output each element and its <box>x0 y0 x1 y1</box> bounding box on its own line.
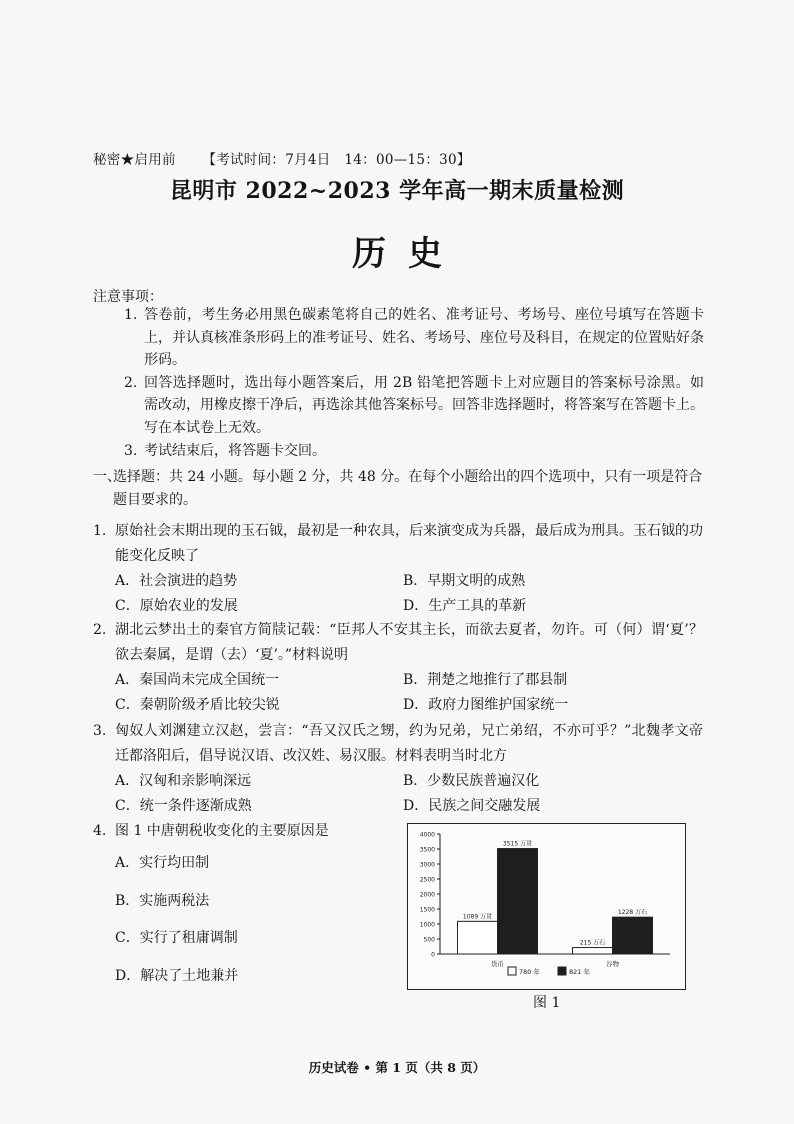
notice-text: 答卷前，考生务必用黑色碳素笔将自己的姓名、准考证号、考场号、座位号填写在答题卡上，并认真核准条形码上的准考证号、姓名、考场号、座位号及科目，在规定的位置贴好条形码。 <box>144 307 704 369</box>
secret-mark: 秘密★启用前 <box>93 152 176 168</box>
question-3 <box>93 719 703 819</box>
bar <box>498 849 538 954</box>
legend-swatch <box>558 967 566 975</box>
figure-1-chart <box>407 823 686 990</box>
notice-number: 1. <box>124 307 138 323</box>
option-b: B．少数民族普遍汉化 <box>403 773 540 789</box>
question-number: 4. <box>93 823 107 839</box>
y-tick-label: 0 <box>431 951 435 959</box>
option-a: A．秦国尚未完成全国统一 <box>115 672 280 688</box>
y-tick-label: 3500 <box>419 846 435 854</box>
subject-title: 历史 <box>352 234 464 274</box>
question-1 <box>93 519 703 619</box>
option-b: B．实施两税法 <box>115 892 210 909</box>
option-d: D．解决了土地兼并 <box>115 967 239 984</box>
data-label: 3515 万贯 <box>502 840 533 848</box>
section-text: 选择题：共 24 小题。每小题 2 分，共 48 分。在每个小题给出的四个选项中，只有一项是符合题目要求的。 <box>113 469 703 508</box>
data-label: 1228 万石 <box>617 909 648 917</box>
exam-title: 昆明市 2022~2023 学年高一期末质量检测 <box>169 178 625 204</box>
category-label: 谷物 <box>606 960 619 968</box>
option-c: C．原始农业的发展 <box>115 598 238 614</box>
question-2 <box>93 618 703 718</box>
section-heading <box>93 466 703 511</box>
question-stem: 湖北云梦出土的秦官方简牍记载：“臣邦人不安其主长，而欲去夏者，勿许。可（何）谓‘夏’？欲去秦属，是谓（去）‘夏’。”材料说明 <box>115 622 703 663</box>
y-tick-label: 1500 <box>419 906 435 914</box>
notice-text: 回答选择题时，选出每小题答案后，用 2B 铅笔把答题卡上对应题目的答案标号涂黑。如需改动，用橡皮擦干净后，再选涂其他答案标号。回答非选择题时，将答案写在答题卡上。写在本试卷上无效。 <box>144 374 704 436</box>
question-stem: 匈奴人刘渊建立汉赵，尝言：“吾又汉氏之甥，约为兄弟，兄亡弟绍，不亦可乎？”北魏孝文帝迁都洛阳后，倡导说汉语、改汉姓、易汉服。材料表明当时北方 <box>115 723 703 764</box>
page-footer: 历史试卷 • 第 1 页（共 8 页） <box>308 1060 486 1075</box>
tax-bar-chart <box>408 824 685 989</box>
y-tick-label: 3000 <box>419 861 435 869</box>
option-c: C．秦朝阶级矛盾比较尖锐 <box>115 697 280 713</box>
question-number: 3. <box>93 723 107 739</box>
option-d: D．民族之间交融发展 <box>403 798 541 814</box>
y-tick-label: 4000 <box>419 831 435 839</box>
figure-caption: 图 1 <box>533 995 561 1011</box>
question-number: 1. <box>93 523 107 539</box>
option-d: D．政府力图维护国家统一 <box>403 697 569 713</box>
exam-header-line <box>93 148 471 168</box>
data-label: 1089 万贯 <box>462 913 493 921</box>
notice-item <box>124 440 704 463</box>
option-d: D．生产工具的革新 <box>403 598 527 614</box>
notice-number: 2. <box>124 374 138 391</box>
question-stem: 图 1 中唐朝税收变化的主要原因是 <box>115 823 329 839</box>
notice-item <box>124 304 704 372</box>
data-label: 215 万石 <box>579 939 606 947</box>
exam-time: 【考试时间：7月4日 14：00—15：30】 <box>202 152 471 168</box>
y-tick-label: 2000 <box>419 891 435 899</box>
option-c: C．统一条件逐渐成熟 <box>115 798 252 814</box>
option-b: B．早期文明的成熟 <box>403 573 526 589</box>
section-number: 一、 <box>93 469 121 485</box>
legend-label: 821 年 <box>569 968 590 976</box>
bar <box>613 917 653 954</box>
notice-text: 考试结束后，将答题卡交回。 <box>144 442 326 459</box>
bar <box>458 921 498 954</box>
notice-list <box>124 304 704 462</box>
question-4 <box>93 819 413 844</box>
option-a: A．汉匈和亲影响深远 <box>115 773 252 789</box>
legend-label: 780 年 <box>519 968 540 976</box>
y-tick-label: 2500 <box>419 876 435 884</box>
legend-swatch <box>508 967 516 975</box>
notice-heading: 注意事项： <box>93 289 163 305</box>
notice-item <box>124 372 704 440</box>
y-tick-label: 1000 <box>419 921 435 929</box>
bar <box>573 948 613 954</box>
option-b: B．荆楚之地推行了郡县制 <box>403 672 568 688</box>
question-number: 2. <box>93 622 107 638</box>
y-tick-label: 500 <box>423 936 435 944</box>
option-c: C．实行了租庸调制 <box>115 930 238 946</box>
option-a: A．实行均田制 <box>115 855 210 871</box>
question-4-options <box>115 852 238 1002</box>
category-label: 货币 <box>491 960 504 968</box>
notice-number: 3. <box>124 442 138 459</box>
option-a: A．社会演进的趋势 <box>115 573 238 589</box>
question-stem: 原始社会末期出现的玉石钺，最初是一种农具，后来演变成为兵器，最后成为刑具。玉石钺的功能变化反映了 <box>115 523 703 564</box>
